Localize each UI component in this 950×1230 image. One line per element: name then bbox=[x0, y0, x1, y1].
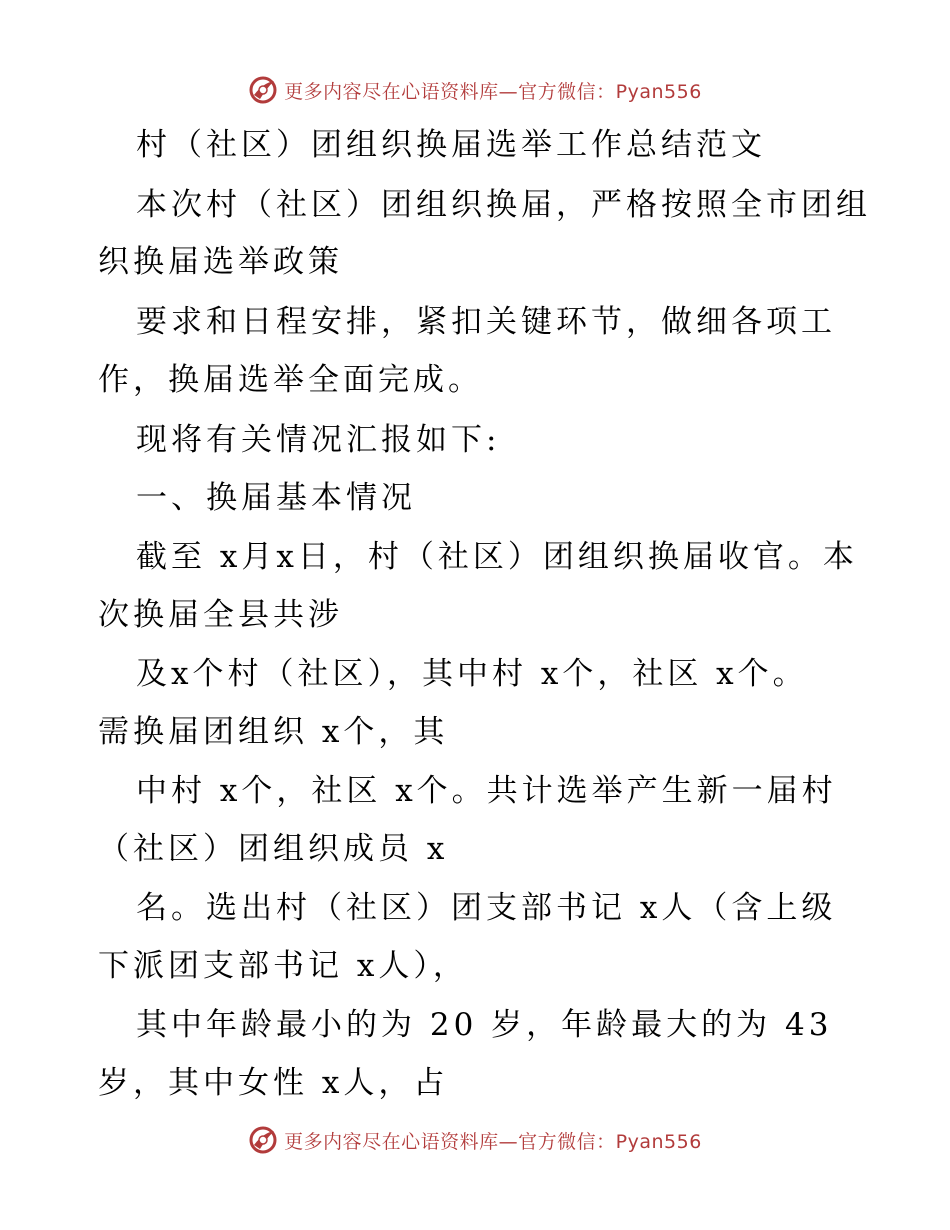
text-line: 织换届选举政策 bbox=[98, 244, 343, 280]
footer-banner-text: 更多内容尽在心语资料库—官方微信：Pyan556 bbox=[284, 1130, 702, 1153]
text-line: 下派团支部书记 x人）， bbox=[98, 948, 468, 984]
text-line: 中村 x个，社区 x个。共计选举产生新一届村 bbox=[136, 773, 837, 809]
ribbon-brush-logo-icon bbox=[248, 1125, 278, 1155]
text-line: 截至 x月x日，村（社区）团组织换届收官。本 bbox=[136, 539, 858, 575]
text-line: 岁，其中女性 x人，占 bbox=[98, 1065, 449, 1101]
text-line: 现将有关情况汇报如下: bbox=[136, 422, 501, 458]
text-line: 需换届团组织 x个，其 bbox=[98, 714, 449, 750]
text-line: 本次村（社区）团组织换届，严格按照全市团组 bbox=[136, 187, 871, 223]
text-line: 次换届全县共涉 bbox=[98, 597, 343, 633]
document-title: 村（社区）团组织换届选举工作总结范文 bbox=[136, 127, 766, 163]
footer-banner bbox=[0, 1120, 950, 1160]
text-line: 要求和日程安排，紧扣关键环节，做细各项工 bbox=[136, 304, 836, 340]
text-line: （社区）团组织成员 x bbox=[98, 831, 449, 867]
section-heading: 一、换届基本情况 bbox=[136, 480, 416, 516]
text-line: 作，换届选举全面完成。 bbox=[98, 362, 483, 398]
text-line: 名。选出村（社区）团支部书记 x人（含上级 bbox=[136, 890, 837, 926]
text-line: 其中年龄最小的为 20 岁，年龄最大的为 43 bbox=[136, 1007, 833, 1043]
header-banner-text: 更多内容尽在心语资料库—官方微信：Pyan556 bbox=[284, 80, 702, 103]
text-line: 及x个村（社区），其中村 x个，社区 x个。 bbox=[136, 656, 808, 692]
